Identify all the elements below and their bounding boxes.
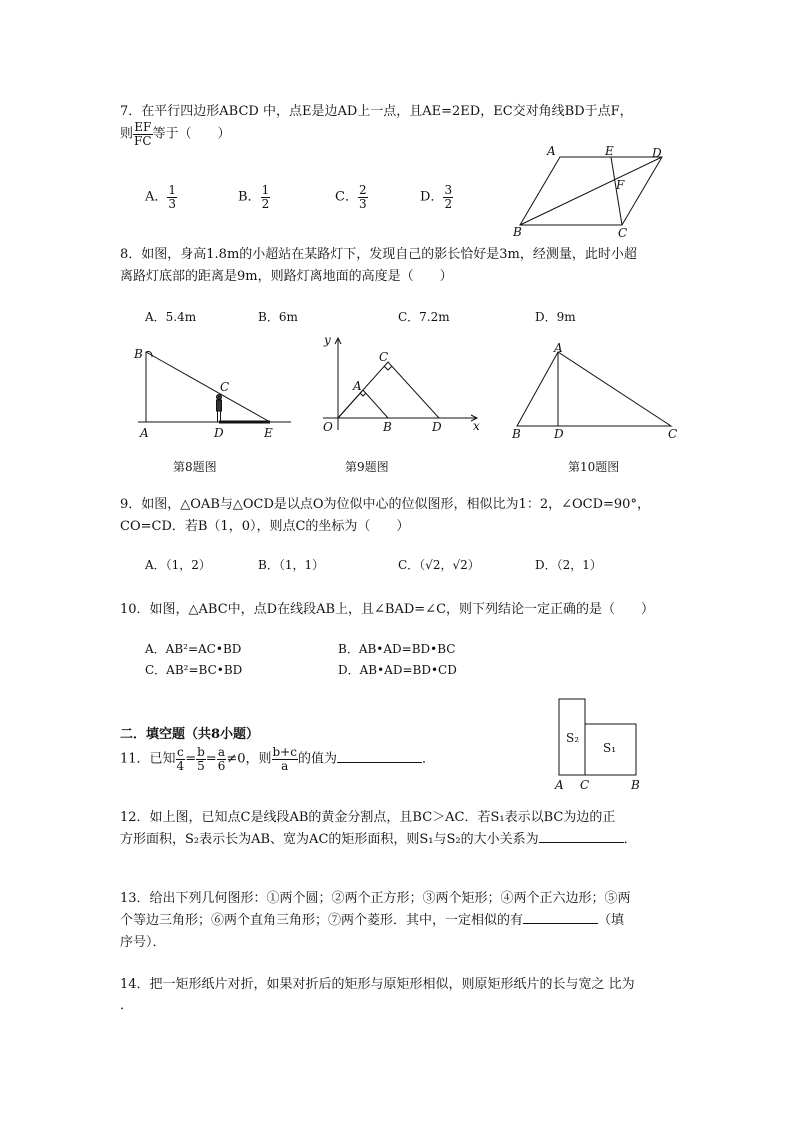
fig8-label-b: B (134, 347, 143, 361)
q9-choice-a: A．（1，2） (145, 558, 211, 572)
q8-line1: 8．如图，身高1.8m的小超站在某路灯下，发现自己的影长恰好是3m，经测量，此时小超 (120, 247, 637, 262)
fig9 (315, 330, 490, 440)
fig9-label-d: D (432, 420, 442, 434)
q12-answer-blank[interactable] (539, 830, 624, 843)
label-b-q12: B (631, 778, 640, 792)
q10-choice-c: C．AB²=BC•BD (145, 663, 243, 677)
fig8 (128, 340, 298, 440)
fig8-caption: 第8题图 (173, 460, 217, 474)
fig9-label-o: O (323, 420, 333, 434)
q11-prefix: 11．已知 (120, 751, 176, 767)
label-a: A (547, 144, 556, 158)
fig8-label-e: E (264, 426, 273, 440)
fig9-caption: 第9题图 (345, 460, 389, 474)
fig10-label-d: D (554, 427, 564, 441)
q12-line1: 12．如上图，已知点C是线段AB的黄金分割点，且BC＞AC．若S₁表示以BC为边的正 (120, 810, 616, 825)
q14-line2: ． (120, 998, 134, 1013)
q12-line2: 方形面积，S₂表示长为AB、宽为AC的矩形面积，则S₁与S₂的大小关系为 ． (120, 832, 637, 847)
fig10-caption: 第10题图 (568, 460, 620, 474)
q7-choice-c: C． $\frac{2}{3}$ (335, 183, 367, 211)
q8-choice-b: B．6m (258, 310, 298, 324)
q9-choice-c: C．（√2，√2） (398, 558, 480, 572)
label-c-q12: C (580, 778, 590, 792)
q13-line3: 序号）． (120, 935, 166, 950)
q7-line2 (120, 121, 231, 147)
q13-answer-blank[interactable] (523, 911, 598, 924)
q8-choice-a: A．5.4m (145, 310, 197, 324)
q7-figure (505, 140, 675, 240)
fig10-label-a: A (554, 341, 563, 355)
fig10-label-b: B (512, 427, 521, 441)
q11-line: 11．已知 $\frac{c}{4}$ = $\frac{b}{5}$ = $\frac{a}{6}$ ≠0，则 $\frac{b+c}{a}$ 的值为 ． (120, 745, 435, 773)
triangle-oab (338, 390, 388, 418)
q10-choice-d: D．AB•AD=BD•CD (338, 663, 457, 677)
q10-choice-b: B．AB•AD=BD•BC (338, 642, 456, 656)
fig8-label-c: C (220, 380, 230, 394)
q12-figure (552, 695, 667, 795)
q7-suffix: 等于（ ） (152, 126, 231, 142)
label-c: C (618, 226, 628, 240)
q8-choice-d: D．9m (535, 310, 576, 324)
fig9-label-a: A (353, 379, 362, 393)
q14-line1: 14．把一矩形纸片对折，如果对折后的矩形与原矩形相似，则原矩形纸片的长与宽之 比为 (120, 977, 635, 992)
q8-line2: 离路灯底部的距离是9m，则路灯离地面的高度是（ ） (120, 269, 453, 284)
q10-line1: 10．如图，△ABC中，点D在线段AB上，且∠BAD=∠C，则下列结论一定正确的是（ ） (120, 602, 655, 617)
q7-choice-a: A． $\frac{1}{3}$ (145, 183, 177, 211)
fig9-label-x: x (473, 419, 480, 433)
q11-ne: ≠0，则 (226, 751, 272, 767)
section-2-title: 二．填空题（共8小题） (120, 727, 260, 742)
fig8-label-a: A (140, 426, 149, 440)
q10-choice-a: A．AB²=AC•BD (145, 642, 242, 656)
label-f: F (616, 178, 625, 192)
q9-line1: 9．如图，△OAB与△OCD是以点O为位似中心的位似图形，相似比为1：2，∠OCD=90°， (120, 497, 650, 512)
fig10-label-c: C (668, 427, 678, 441)
q7-prefix: 则 (120, 126, 134, 142)
q8-choice-c: C．7.2m (398, 310, 450, 324)
light-ray (146, 352, 270, 422)
fig10 (505, 340, 685, 445)
fig9-label-c: C (379, 350, 389, 364)
q13-line1: 13．给出下列几何图形：①两个圆；②两个正方形；③两个矩形；④两个正六边形；⑤两 (120, 891, 631, 906)
fig8-label-d: D (214, 426, 224, 440)
q7-fraction: $\frac{EF}{FC}$ (134, 120, 152, 148)
q7-choice-d: D． $\frac{3}{2}$ (420, 183, 453, 211)
q11-answer-blank[interactable] (337, 750, 422, 763)
label-s1: S₁ (603, 741, 617, 755)
label-b: B (513, 225, 522, 239)
fig9-label-y: y (324, 333, 331, 347)
q11-suffix: 的值为 (297, 751, 337, 767)
label-s2: S₂ (566, 731, 580, 745)
fig9-label-b: B (383, 420, 392, 434)
q7-choice-b: B． $\frac{1}{2}$ (238, 183, 270, 211)
label-e: E (605, 144, 614, 158)
triangle-abc (517, 352, 671, 426)
q9-line2: CO=CD．若B（1，0），则点C的坐标为（ ） (120, 519, 410, 534)
q13-line2: 个等边三角形；⑥两个直角三角形；⑦两个菱形．其中，一定相似的有 （填 (120, 913, 625, 928)
label-a-q12: A (555, 778, 564, 792)
q7-line1: 7．在平行四边形ABCD 中，点E是边AD上一点，且AE=2ED，EC交对角线BD于点F， (120, 104, 633, 119)
diagonal-bd (520, 157, 662, 225)
person-icon (217, 395, 222, 423)
label-d: D (652, 146, 662, 160)
q9-choice-d: D．（2，1） (535, 558, 602, 572)
q9-choice-b: B．（1，1） (258, 558, 325, 572)
